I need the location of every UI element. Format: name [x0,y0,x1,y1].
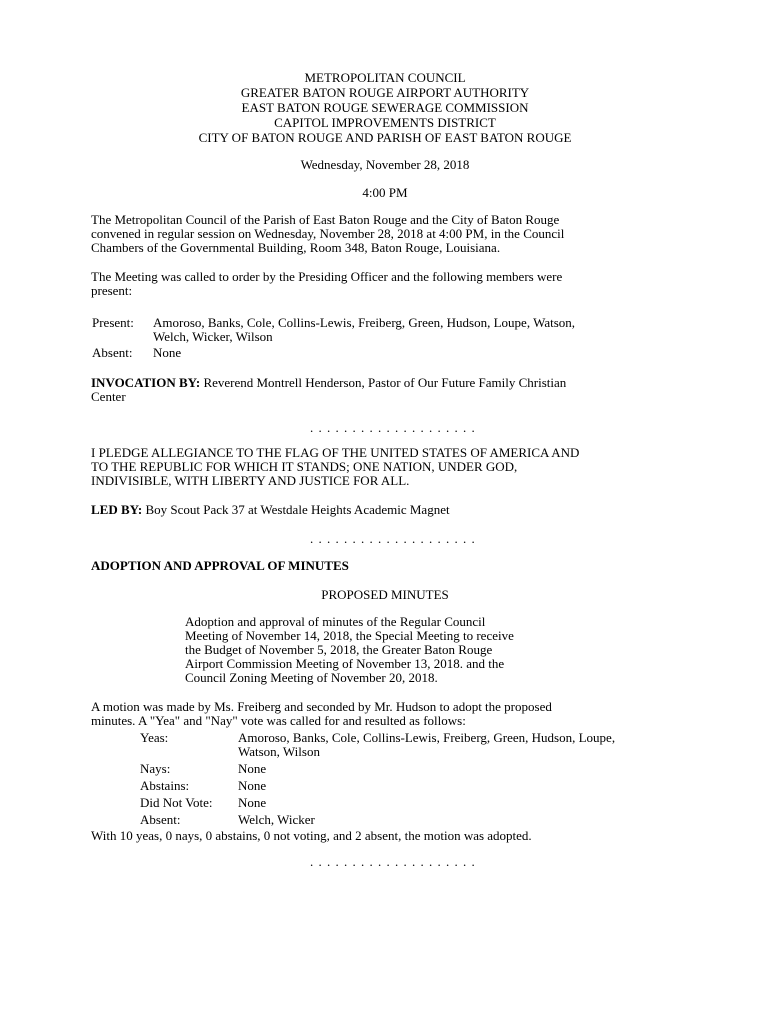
vote-nays [140,762,700,776]
nays-members: None [238,761,267,776]
pledge-of-allegiance: I PLEDGE ALLEGIANCE TO THE FLAG OF THE UNITED STATES OF AMERICA AND TO THE REPUBLIC FOR WHICH IT STANDS; ONE NATION, UNDER GOD, INDIVISIBLE, WITH LIBERTY AND JUSTICE FOR ALL. [91,445,580,488]
led-by [91,503,691,517]
abstains-label: Abstains: [140,778,190,793]
call-to-order-paragraph: The Meeting was called to order by the Presiding Officer and the following members were present: [91,269,563,298]
did-not-vote-members: None [238,795,267,810]
present-label: Present: [92,315,134,330]
separator-1: . . . . . . . . . . . . . . . . . . . . [310,420,476,435]
meeting-date: Wednesday, November 28, 2018 [300,157,470,172]
meeting-time: 4:00 PM [362,185,408,200]
vote-absent [140,813,700,827]
separator-3: . . . . . . . . . . . . . . . . . . . . [310,854,476,869]
yeas-label: Yeas: [140,730,169,745]
vote-result: With 10 yeas, 0 nays, 0 abstains, 0 not voting, and 2 absent, the motion was adopted. [91,828,532,843]
present-members: Amoroso, Banks, Cole, Collins-Lewis, Freiberg, Green, Hudson, Loupe, Watson, Welch, Wicker, Wilson [153,315,576,344]
header-line-3: EAST BATON ROUGE SEWERAGE COMMISSION [241,100,529,115]
did-not-vote-label: Did Not Vote: [140,795,213,810]
document-header [0,70,770,145]
nays-label: Nays: [140,761,171,776]
header-line-2: GREATER BATON ROUGE AIRPORT AUTHORITY [240,85,530,100]
header-line-4: CAPITOL IMPROVEMENTS DISTRICT [274,115,496,130]
minutes-heading: ADOPTION AND APPROVAL OF MINUTES [91,558,349,573]
vote-yeas [140,731,700,761]
yeas-members: Amoroso, Banks, Cole, Collins-Lewis, Freiberg, Green, Hudson, Loupe, Watson, Wilson [238,730,616,759]
invocation-label: INVOCATION BY: [91,375,201,390]
proposed-minutes-subheading: PROPOSED MINUTES [321,587,449,602]
vote-absent-members: Welch, Wicker [238,812,315,827]
vote-did-not-vote [140,796,700,810]
absent-members: None [153,345,182,360]
absent-label: Absent: [92,345,133,360]
invocation-text: Reverend Montrell Henderson, Pastor of Our Future Family Christian Center [91,375,567,404]
motion-text: A motion was made by Ms. Freiberg and seconded by Mr. Hudson to adopt the proposed minutes. A "Yea" and "Nay" vote was called for and resulted as follows: [91,699,552,728]
vote-absent-label: Absent: [140,812,181,827]
minutes-description: Adoption and approval of minutes of the Regular Council Meeting of November 14, 2018, the Special Meeting to receive the Budget of November 5, 2018, the Greater Baton Rouge Airport Commission Meeting of November 13, 2018. and the Council Zoning Meeting of November 20, 2018. [185,614,514,685]
header-line-5: CITY OF BATON ROUGE AND PARISH OF EAST BATON ROUGE [198,130,572,145]
led-by-text: Boy Scout Pack 37 at Westdale Heights Academic Magnet [142,502,450,517]
vote-abstains [140,779,700,793]
invocation [91,376,691,404]
abstains-members: None [238,778,267,793]
separator-2: . . . . . . . . . . . . . . . . . . . . [310,531,476,546]
attendance-absent [92,346,692,360]
led-by-label: LED BY: [91,502,143,517]
intro-paragraph: The Metropolitan Council of the Parish of East Baton Rouge and the City of Baton Rouge convened in regular session on Wednesday, November 28, 2018 at 4:00 PM, in the Council Chambers of the Governmental Building, Room 348, Baton Rouge, Louisiana. [91,212,565,255]
attendance-present [92,316,692,346]
header-line-1: METROPOLITAN COUNCIL [304,70,466,85]
